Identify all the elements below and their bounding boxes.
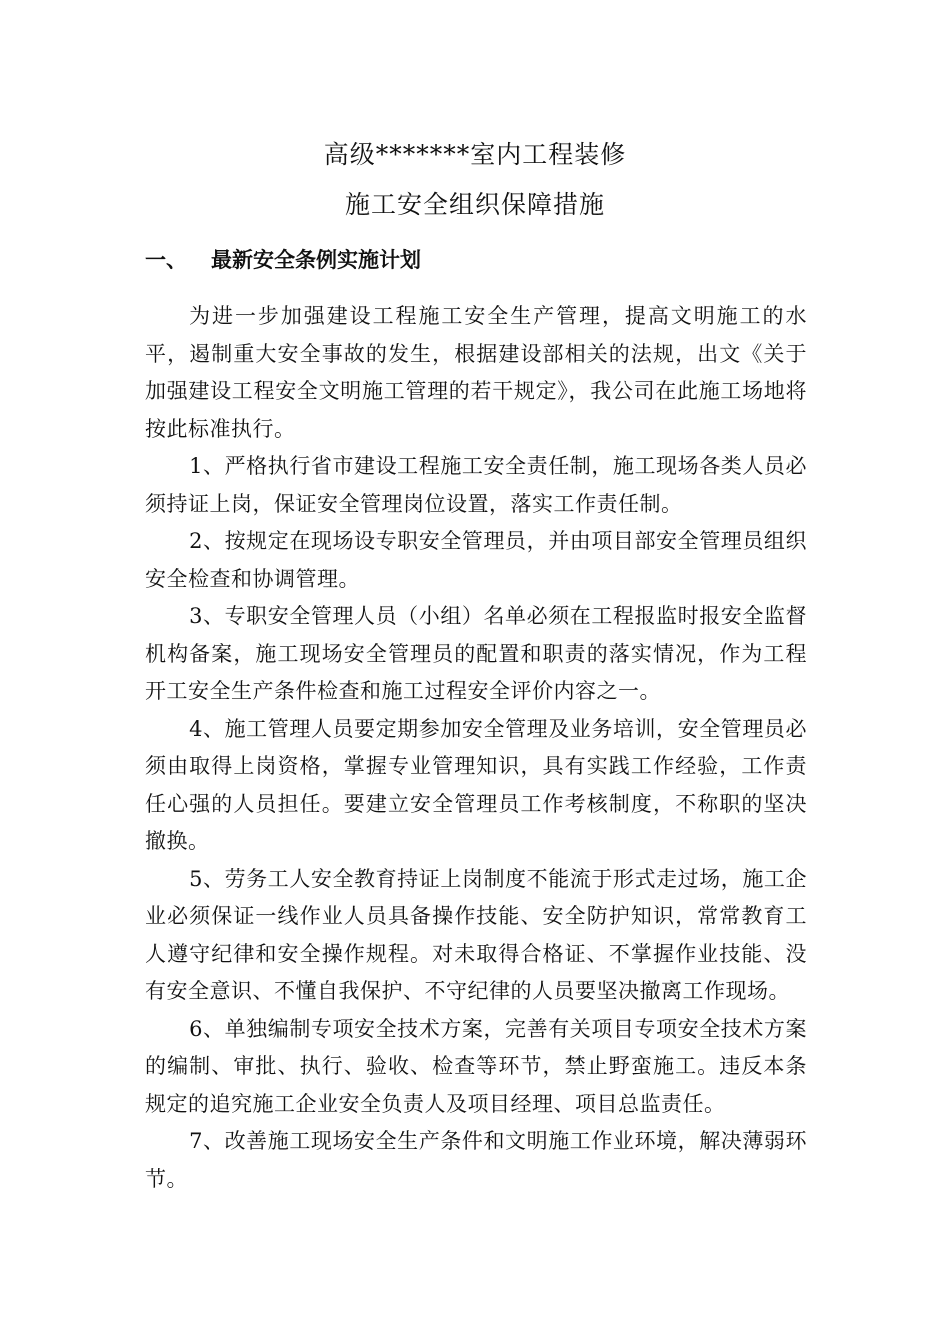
paragraph-item-1: 1、严格执行省市建设工程施工安全责任制，施工现场各类人员必须持证上岗，保证安全管理岗位设置，落实工作责任制。	[145, 454, 807, 516]
paragraph-item-6: 6、单独编制专项安全技术方案，完善有关项目专项安全技术方案的编制、审批、执行、验收、检查等环节，禁止野蛮施工。违反本条规定的追究施工企业安全负责人及项目经理、项目总监责任。	[145, 1016, 807, 1116]
paragraph-item-3: 3、专职安全管理人员（小组）名单必须在工程报监时报安全监督机构备案，施工现场安全管理员的配置和职责的落实情况，作为工程开工安全生产条件检查和施工过程安全评价内容之一。	[145, 604, 807, 703]
paragraph-item-2: 2、按规定在现场设专职安全管理员，并由项目部安全管理员组织安全检查和协调管理。	[145, 529, 807, 591]
section-heading	[145, 244, 421, 274]
paragraph-intro: 为进一步加强建设工程施工安全生产管理，提高文明施工的水平，遏制重大安全事故的发生，根据建设部相关的法规，出文《关于加强建设工程安全文明施工管理的若干规定》，我公司在此施工场地将按此标准执行。	[145, 304, 807, 441]
document-title-line-1: 高级*******室内工程装修	[323, 140, 627, 169]
document-title-line-2: 施工安全组织保障措施	[344, 190, 605, 219]
section-title: 最新安全条例实施计划	[211, 248, 421, 272]
paragraph-item-4: 4、施工管理人员要定期参加安全管理及业务培训，安全管理员必须由取得上岗资格，掌握专业管理知识，具有实践工作经验，工作责任心强的人员担任。要建立安全管理员工作考核制度，不称职的坚决撤换。	[145, 716, 807, 853]
paragraph-item-5: 5、劳务工人安全教育持证上岗制度不能流于形式走过场，施工企业必须保证一线作业人员具备操作技能、安全防护知识，常常教育工人遵守纪律和安全操作规程。对未取得合格证、不掌握作业技能、没有安全意识、不懂自我保护、不守纪律的人员要坚决撤离工作现场。	[145, 866, 807, 1003]
section-number: 一、	[145, 248, 187, 272]
paragraph-item-7: 7、改善施工现场安全生产条件和文明施工作业环境，解决薄弱环节。	[145, 1129, 807, 1191]
document-body	[145, 298, 807, 1198]
